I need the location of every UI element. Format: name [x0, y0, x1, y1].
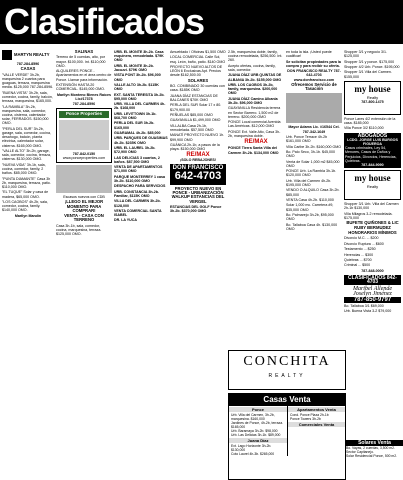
listing: URB. EL MONTE 3h-2b. Jacuzzi. $79K OMO: [114, 63, 154, 72]
section-heading: CASAS: [20, 66, 36, 72]
listing: VILLALBA Casa 2h-1b, remodelada. $57,500 OMO: [170, 123, 214, 132]
listing: PONCE Tierra Santa Villa del Carmen 3h-2b. $134,000 OMO: [228, 146, 279, 155]
listing: LOCAL COMERCIAL Calle Sol, esq. León, baño, patio. $140 OMO: [170, 55, 226, 64]
page-header: [0, 0, 403, 44]
column-1: [2, 50, 54, 480]
fee-line: Criminal ... $500: [344, 263, 371, 268]
page-title: Clasificados: [4, 1, 205, 42]
listing: 787-284-8596: [72, 102, 96, 107]
column-4: [170, 50, 226, 480]
column-6: [286, 50, 342, 348]
column-3: [114, 50, 168, 480]
listing: "LOS CAOBOS" 4h-2b, sala, comedor, cocina, family. $140,000 OMO.: [2, 199, 48, 213]
listing: URB. LOS CAOBOS 3h-2b, family, marquesina. $200,000 OMO: [228, 82, 278, 96]
listing: PARQUE MONTERREY 1 casa 3h-2b. $110,000 OMO: [114, 174, 165, 183]
listing: Bo. Palo Seco, 3h-1b. $45,000 OMO: [286, 149, 335, 159]
listing: Shopper 4/2 Urb. Ponce. $195,000: [344, 64, 400, 69]
listing: DESPACHO PARA SERVICIOS: [114, 184, 166, 189]
agent-photo: [286, 93, 342, 123]
listing: VILLA DEL CARMEN 3h-2b. $128,000: [114, 199, 161, 208]
listing: Bo. Palmarejo 3h-2b, $95,000 OMO: [286, 212, 334, 222]
ponce-properties-ad: Ponce Properties 787-842-0150 www.ponceproperties.com: [56, 108, 112, 163]
listing: Urb. Ponce Terrace 4h-2b $161,000 OMO: [286, 134, 328, 144]
fee-line: Quiebras ... $700: [344, 257, 372, 262]
listing: EXT. SANTA TERESITA 3h-2b. $95,000 OMO: [114, 92, 165, 101]
listing: ALQUILERES PONCE - Apartamentos en el área centro de Ponce. Llamar para información.: [56, 69, 112, 82]
footer-name: Marilyn Mandín: [14, 213, 42, 218]
listing: Villa Ponce 3/2 $110,000: [344, 126, 384, 131]
column-7: [344, 50, 401, 480]
phone: 787-284-8596: [16, 62, 40, 66]
listing: BO. COMBINADO 30 cuerdas con casa. $185K OMO: [170, 84, 225, 93]
myhouse-ad-1: my house Realty 787-800-1475: [344, 81, 401, 115]
listing: Bo. Tallaboa 3/1 $69,000: [344, 303, 384, 308]
listing: "NUEVA VIDA" 3h-1b, sala, cocina, comedor, family, 2 baños. $85,000 OMO.: [2, 162, 46, 176]
listing: en toda la isla. ¡Usted puede cualificar!: [286, 50, 332, 59]
conchita-realty-ad: CONCHITA REALTY: [228, 350, 346, 390]
listing: Solar 1,000 mc. Carretera #9, $35,000 OMO: [286, 203, 334, 212]
listing: GUARAMAL 4h-2b. $85,000: [114, 130, 161, 135]
house-photo: [59, 120, 109, 150]
listing: Shopper 3/1 y negocio 3/1. $125,000: [344, 50, 387, 59]
listing: VENTA DE APARTAMENTOS $71,000 OMO: [114, 165, 163, 174]
listing: JUANA DÍAZ Camino Albania 3h-2b. $96,000 OMO: [228, 96, 278, 105]
listing: "PUNTA DIAMANTE" Casa 3h 2b, marquesina, terraza, patio. $110,000 OMO.: [2, 176, 51, 189]
listing: "VALLE VERDE" 3h-2b, marquesina 2 cuartos para guaguas, terraza, marquesina media. $125,000 787-284-8596.: [2, 72, 54, 90]
martyn-logo: MARTYN REALTY: [2, 50, 54, 60]
listing: Mayor Adams Lic. #16544 Cel. 787-342-1649: [288, 125, 340, 134]
listing: URB. VILLA DEL CARMEN 4h-2b. $168,000: [114, 102, 166, 111]
column-5: [228, 50, 284, 390]
myhouse-ad-2: my house Realty: [344, 170, 401, 200]
fee-line: Herencias ... $300: [344, 252, 374, 257]
listing: Shopper 3/1 Urb. Villa del Carmen 2h-1b $130,000: [344, 202, 399, 211]
listing: 2.5b, marquesina doble, family, cocina remodelada, $256,500. Int. 260.: [228, 50, 283, 63]
listing: Venta de Solar 1,000 m2 $45,000 OMO: [286, 159, 340, 168]
casas-venta-box: [228, 393, 346, 480]
listing: VENDO O ALQUILO Casa 3h-2b. $85,000: [286, 188, 340, 197]
listing: Ofrecemos Servicio de Tasación: [291, 81, 337, 92]
listing: "VALLE ALTO" 3h-2b, garage, sala, comedor, cocina, terraza, cisterna. $130,000 OMO.: [2, 148, 51, 162]
listing: Urb. Buena Vista 3-2 $79,000: [344, 309, 392, 314]
listing: URB. EL MONTE 3h-2b. Casa esquinera, remodelada. $79K OMO: [114, 50, 164, 63]
listing: GUAYANILLA $1,499,000 OMO: [170, 118, 221, 123]
listing: Acepto ofertas, cocina, family, sala, comedor.: [228, 63, 276, 72]
listing: Se solicitan propiedades para la compra y para recibir su oferta.: [286, 59, 341, 68]
fee-line: Divorcio Ruptura ... $600: [344, 241, 384, 246]
apartamentos-list: Apartamentos Venta Cond. Ponce Plaza 2h-1b Ponce Towers 3h-2b Comerciales Venta: [287, 406, 345, 456]
listing: PROYECTO NUEVO ALTOS DE LEÓN 6 Exclusivas Apt. Precios desde $162,500.00: [170, 64, 223, 78]
bufete-phone: 787-848-0000: [361, 268, 384, 273]
house-icon: [2, 50, 12, 60]
column-2: [56, 50, 112, 480]
listing: URB. LEVITTOWN 3h-1b. $68,700 OMO: [114, 111, 157, 120]
listing: Urb. Villa del Carmen 4h-2b. $195,000 OMO: [286, 178, 332, 187]
listing: PERLA DEL SUR 3h-2b. $165,000: [114, 121, 155, 130]
listing: ESTANCIAS DEL GOLF Ponce 3h-2b. $370,000 OMO: [170, 204, 222, 214]
listing: VISTA PONT 3h-2b. $96,000 OMO: [114, 73, 161, 82]
listing: Marilyn Monteno Bienes Raíces Lic#17378: [57, 92, 111, 101]
casas-venta-title: Casas Venta: [229, 394, 345, 406]
listing: Casa 3h-1b, sala, comedor, cocina, marquesina, terraza. $125,000 OMO.: [56, 223, 102, 237]
listing: PEÑUELAS $85,000 OMO: [170, 112, 213, 117]
listing: MANATÍ PROYECTO NUEVO 1h. $99,900 OMO: [170, 133, 225, 142]
listing: PONCE Urb. La Rambla 3h-1b. $120,000 OMO: [286, 169, 337, 178]
headline: ¡LLEGO EL MEJOR MOMENTO PARA COMPRAR!: [64, 199, 104, 213]
listing: VALLE ALTO 3h-2b. $115K OMO: [114, 82, 159, 92]
honorarios-heading: HONORARIOS MÍNIMOS: [348, 229, 397, 235]
listing: Ponce Lares 4/2 extensión de la casa. $185,000: [344, 116, 396, 125]
listing: "BUENA VISTA" 3h-2b, sala, comedor, cocina, family, balcón, terraza, marquesina, $165,000.: [2, 90, 53, 104]
remax-ad: RE/MAX ¡SOLO REBAJONES!: [180, 152, 216, 162]
listing: LAS DELICIAS 3 cuartos, 2 baños. $87,500 OMO: [114, 155, 160, 164]
casas-venta-list: Ponce Urb. Villa del Carmen, 3h-2b, marquesina. $160,000 Jardines de Ponce, 4h-2b, terraza. $165,000 Urb. Baramaya 3h-2b. $98,000 Urb. Las Delicias 3h-1b. $89,000 Juana Díaz Ext. Lago Horizonte 3h-2b. $130,000 Coto Laurel 4h-3b. $265,000: [229, 406, 287, 456]
listing: "PERLA DEL SUR" 3h-2b, garage, sala, comedor, cocina, desahogo, balcón, planta eléctrica, calentador solar, cisterna. $165,000 OMO.: [2, 126, 51, 148]
listing: Bo. Tallaboa Casa 4h. $130,000 OMO: [286, 222, 338, 231]
listing: Villa Milagros 3-2 remodelada. $175,000: [344, 211, 393, 220]
listing: "EL TUQUE" Solar y casa de madera, $65,000 OMO.: [2, 190, 49, 199]
agent-name: Maribel Allende: [352, 286, 393, 293]
listing: PONCE Ext. Valle Alto, Casa 3h-2b, marquesina doble.: [228, 129, 281, 138]
listing: URB. PARQUES DE GUASIMAS 4h-2b. $235K OMO: [114, 136, 168, 145]
listing: DR. LA YUCA: [114, 218, 137, 223]
section-heading: SOLARES: [187, 77, 209, 83]
listing: PONCE Local comercial Avenida Las Américas. $12,000 OMO: [228, 120, 281, 129]
bufete-heading: BUFETE QUIÑONES & LIC RUBY BERMUDEZ: [346, 220, 399, 230]
listing: Shopper 3/1 Villa del Carmen. $155,000: [344, 70, 392, 79]
listing: GUAYANILLA Residencia terrera en Sector Barrero. 1,500 m2 de terreno. $200,000 OMO: [228, 106, 281, 119]
listing: Villa Caribe 3h-2b. $160,000 OMO: [286, 144, 342, 149]
listing: EXTENSIÓN HASTA 20 COMERCIAL. $145,000 OMO.: [56, 82, 105, 92]
listing: DON FRANCISCO REALTY 787-642-4703 www.donfrancisco.com: [287, 69, 341, 82]
fee-line: Divorcio M.C. ... $200: [344, 236, 379, 241]
listing: Shopper 3/1 y ponce. $175,000: [344, 59, 395, 64]
clasificados-phone-box: CLASIFICADOS 842-4703: [344, 275, 401, 285]
solares-venta-box: Solares Venta Bo. Vayas, 2 cuerdas, 3,500 m2. Sector Capitanejo. Solar Residencial Ponce, 500 m2.: [346, 440, 403, 480]
section-heading: SALINAS: [74, 50, 94, 54]
listing: VENTA Casa 4h-2b. $110,000: [286, 197, 334, 202]
listing: JUANA DÍAZ URB QUINTAS DE ALBANIA 3h-2b. $155,000 OMO: [228, 73, 282, 82]
listing: URB. EL LAUREL 3h-2b. $72,900 OMO: [114, 145, 156, 155]
listing: VENTA COMERCIAL SANTA ISABEL: [114, 208, 162, 218]
listing: PERLA DEL SUR Solar 17 x 80. $179,900.00: [170, 103, 222, 112]
listing: "LA RAMBLA" 3h-2b, marquesina, sala, comedor, cocina, cisterna, calentador solar, FERRADOS. $150,000 OMO.: [2, 104, 49, 126]
caption: Escasos nuevos con CDB: [63, 194, 105, 199]
abogados-ad: ABOGADOS LCDO. JORGE LUIS BURGOS FIGUEROA Casos criminales, Ley 54, Menores, Casos de Daños y Perjuicios, Divorcios, Herencias, Quiebras. 787-844-9090: [344, 133, 401, 169]
agent-phone: 787-850-9797: [344, 297, 401, 303]
section-heading: VENTA - CASA CON TERRENO: [64, 213, 104, 223]
remax-logo: RE/MAX: [244, 139, 268, 146]
listing: JUANA DÍAZ ESTANCIAS DE BALCANES $70K OMO: [170, 93, 218, 102]
agent-name: Joselyn Jiménez: [353, 290, 392, 297]
listing: GUÁNICA 2h-1b, a pasos de la playa. $150,000 OMO: [170, 142, 220, 152]
listing: Amueblado / Oficinas $1,500 OMO: [170, 50, 226, 54]
listing: Terreno de 5 cuerdas, alto, por mayor. $100,000. Int. $110,000 OMO.: [56, 55, 106, 68]
listing: URB. CONSTANCIA 3h-2b. Familiar, $115K OMO: [114, 189, 159, 198]
house-photo: [56, 165, 112, 193]
fee-line: Testamento ... $250: [344, 247, 376, 252]
don-francisco-ad: DON FRANCISCO 642-4703: [170, 164, 226, 185]
headline: PROYECTO NUEVO EN PONCE - URBANIZACIÓN WALKUP ESTANCIAS DEL VERGEL: [171, 185, 225, 204]
